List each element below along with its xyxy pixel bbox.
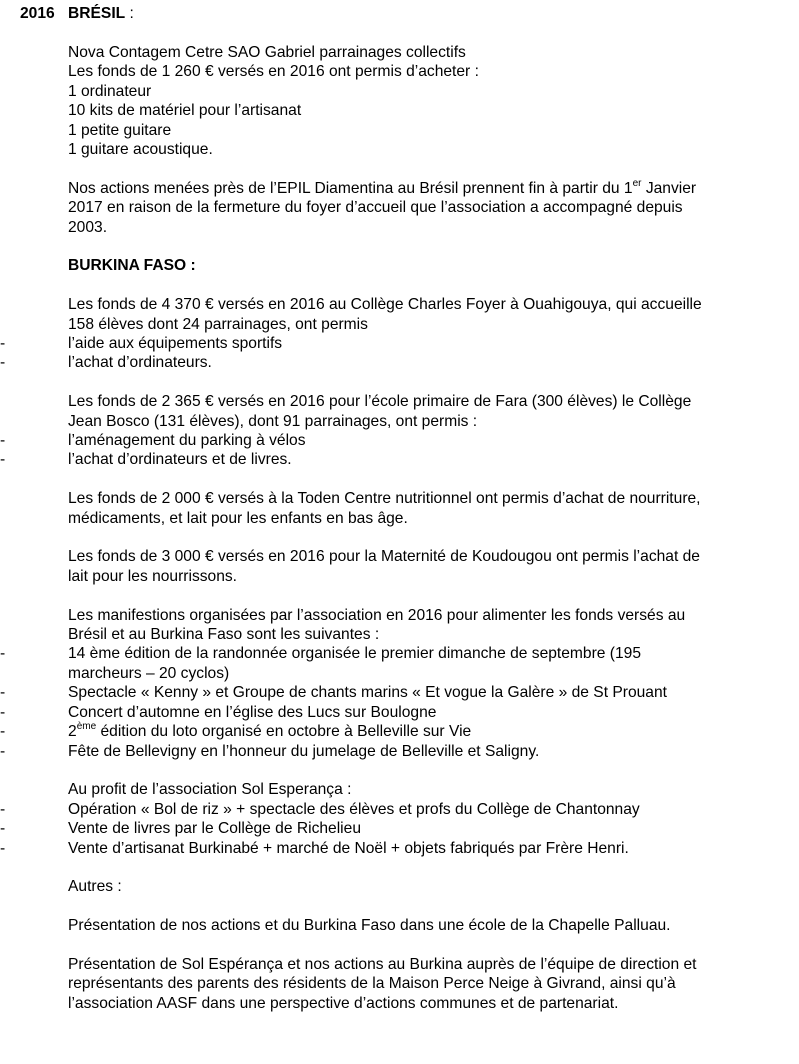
epil-paragraph-line: 2003.	[68, 218, 108, 236]
list-item	[0, 703, 790, 722]
dash-bullet: -	[0, 354, 6, 372]
dash-bullet: -	[0, 839, 6, 857]
list-item-number: 2	[68, 723, 77, 741]
list-item-text: Fête de Bellevigny en l’honneur du jumelage de Belleville et Saligny.	[68, 742, 540, 760]
dash-bullet: -	[0, 723, 6, 741]
list-item-text: Concert d’automne en l’église des Lucs sur Boulogne	[68, 703, 437, 721]
burkina-block4-line: lait pour les nourrissons.	[68, 567, 238, 585]
epil-paragraph-line: 2017 en raison de la fermeture du foyer d’accueil que l’association a accompagné depuis	[68, 199, 683, 217]
list-item-text: Vente de livres par le Collège de Richelieu	[68, 820, 361, 838]
list-item-text: Spectacle « Kenny » et Groupe de chants marins « Et vogue la Galère » de St Prouant	[68, 684, 667, 702]
list-item-text: Opération « Bol de riz » + spectacle des élèves et profs du Collège de Chantonnay	[68, 800, 640, 818]
burkina-block1-line: Les fonds de 4 370 € versés en 2016 au Collège Charles Foyer à Ouahigouya, qui accueille	[68, 296, 702, 314]
country-name: BRÉSIL	[68, 5, 126, 22]
list-item	[0, 742, 790, 761]
list-item-text: l’aménagement du parking à vélos	[68, 432, 306, 450]
dash-bullet: -	[0, 703, 6, 721]
bresil-item: 1 petite guitare	[68, 121, 172, 139]
list-item	[0, 450, 790, 469]
dash-bullet: -	[0, 432, 6, 450]
dash-bullet: -	[0, 820, 6, 838]
list-item	[0, 839, 790, 858]
epil-superscript: er	[632, 177, 642, 189]
epil-paragraph-line	[68, 179, 790, 198]
dash-bullet: -	[0, 742, 6, 760]
list-item-text: l’aide aux équipements sportifs	[68, 335, 283, 353]
document-body	[0, 43, 790, 1013]
list-item	[0, 334, 790, 353]
burkina-block3-line: médicaments, et lait pour les enfants en bas âge.	[68, 509, 408, 527]
list-item	[0, 353, 790, 372]
list-item-continuation: marcheurs – 20 cyclos)	[68, 664, 230, 682]
burkina-block2-line: Les fonds de 2 365 € versés en 2016 pour l’école primaire de Fara (300 élèves) le Collège	[68, 393, 692, 411]
burkina-block3-line: Les fonds de 2 000 € versés à la Toden Centre nutritionnel ont permis d’achat de nourriture,	[68, 490, 701, 508]
list-item	[0, 720, 790, 741]
dash-bullet: -	[0, 451, 6, 469]
list-item-text: 14 ème édition de la randonnée organisée le premier dimanche de septembre (195	[68, 645, 642, 663]
bresil-item: 1 guitare acoustique.	[68, 141, 213, 159]
dash-bullet: -	[0, 684, 6, 702]
burkina-block1-line: 158 élèves dont 24 parrainages, ont permis	[68, 315, 368, 333]
list-item-superscript: ème	[76, 720, 97, 732]
country-heading	[68, 4, 134, 23]
list-item-text: l’achat d’ordinateurs et de livres.	[68, 451, 292, 469]
autres-paragraph-line: l’association AASF dans une perspective d’actions communes et de partenariat.	[68, 994, 619, 1012]
autres-paragraph-line: représentants des parents des résidents de la Maison Perce Neige à Givrand, ainsi qu’à	[68, 975, 676, 993]
manifestations-line: Brésil et au Burkina Faso sont les suivantes :	[68, 626, 380, 644]
year-label: 2016	[20, 5, 55, 22]
bresil-funds: Les fonds de 1 260 € versés en 2016 ont permis d’acheter :	[68, 63, 479, 81]
epil-text-end: Janvier	[641, 179, 697, 197]
list-item	[0, 683, 790, 702]
dash-bullet: -	[0, 645, 6, 663]
dash-bullet: -	[0, 335, 6, 353]
list-item	[0, 819, 790, 838]
list-item-text: Vente d’artisanat Burkinabé + marché de Noël + objets fabriqués par Frère Henri.	[68, 839, 629, 857]
list-item-text: édition du loto organisé en octobre à Belleville sur Vie	[96, 723, 472, 741]
dash-bullet: -	[0, 800, 6, 818]
burkina-block2-line: Jean Bosco (131 élèves), dont 91 parrainages, ont permis :	[68, 412, 478, 430]
list-item	[0, 644, 790, 663]
heading-colon: :	[125, 5, 134, 22]
burkina-heading: BURKINA FASO :	[68, 257, 196, 275]
autres-heading: Autres :	[68, 878, 122, 896]
bresil-item: 10 kits de matériel pour l’artisanat	[68, 102, 302, 120]
autres-paragraph: Présentation de nos actions et du Burkina Faso dans une école de la Chapelle Palluau.	[68, 917, 671, 935]
autres-paragraph-line: Présentation de Sol Espérança et nos actions au Burkina auprès de l’équipe de direction et	[68, 955, 697, 973]
bresil-item: 1 ordinateur	[68, 82, 152, 100]
list-item-text: l’achat d’ordinateurs.	[68, 354, 212, 372]
manifestations-line: Les manifestions organisées par l’association en 2016 pour alimenter les fonds versés au	[68, 606, 686, 624]
sol-esperanca-heading: Au profit de l’association Sol Esperança :	[68, 781, 352, 799]
burkina-block4-line: Les fonds de 3 000 € versés en 2016 pour la Maternité de Koudougou ont permis l’achat de	[68, 548, 700, 566]
list-item	[0, 431, 790, 450]
bresil-intro: Nova Contagem Cetre SAO Gabriel parrainages collectifs	[68, 44, 466, 61]
list-item	[0, 800, 790, 819]
epil-text: Nos actions menées près de l’EPIL Diamentina au Brésil prennent fin à partir du 1	[68, 179, 633, 197]
